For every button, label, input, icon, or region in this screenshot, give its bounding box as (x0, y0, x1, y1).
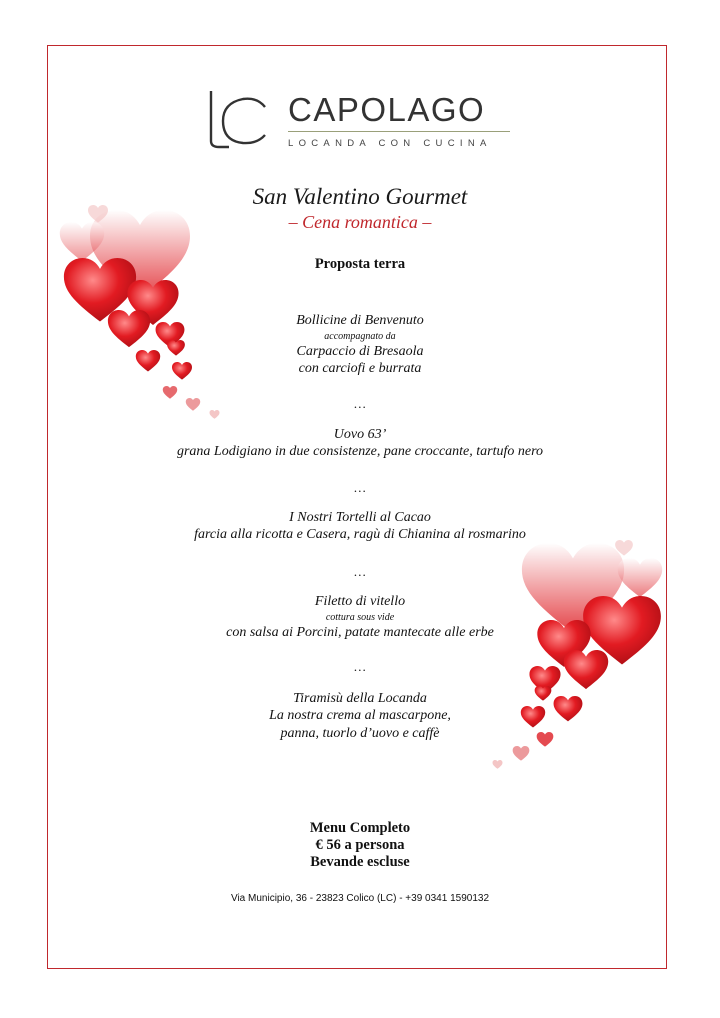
separator: … (354, 564, 366, 579)
course-name: Bollicine di Benvenuto (296, 313, 424, 328)
separator: … (354, 396, 366, 411)
course-line: grana Lodigiano in due consistenze, pane croccante, tartufo nero (176, 444, 544, 459)
separator: … (354, 659, 366, 674)
logo (0, 85, 720, 155)
price-heading: Menu Completo (309, 820, 411, 836)
price-note: Bevande escluse (310, 854, 410, 870)
separator: … (354, 480, 366, 495)
course-line: con salsa ai Porcini, patate mantecate alle erbe (226, 625, 494, 640)
course-line: farcia alla ricotta e Casera, ragù di Chianina al rosmarino (194, 527, 526, 542)
menu-section-title: Proposta terra (314, 256, 406, 272)
brand-tagline: LOCANDA CON CUCINA (288, 138, 492, 149)
course-name: Uovo 63’ (333, 427, 387, 442)
brand-name: CAPOLAGO (288, 91, 486, 128)
menu-title: San Valentino Gourmet (252, 184, 468, 209)
course-line: Carpaccio di Bresaola (296, 344, 424, 359)
course-line: con carciofi e burrata (298, 361, 422, 376)
course-note: accompagnato da (324, 331, 396, 342)
divider (288, 131, 510, 132)
course-line: panna, tuorlo d’uovo e caffè (280, 726, 440, 741)
capolago-logo-icon (207, 89, 269, 149)
course-note: cottura sous vide (325, 612, 395, 623)
course-name: Filetto di vitello (314, 594, 406, 609)
course-line: La nostra crema al mascarpone, (269, 708, 451, 723)
price-amount: € 56 a persona (315, 837, 405, 853)
course-name: Tiramisù della Locanda (293, 691, 427, 706)
menu-subtitle: – Cena romantica – (288, 212, 432, 232)
footer-address: Via Municipio, 36 - 23823 Colico (LC) - +39 0341 1590132 (230, 893, 490, 904)
course-name: I Nostri Tortelli al Cacao (289, 510, 431, 525)
